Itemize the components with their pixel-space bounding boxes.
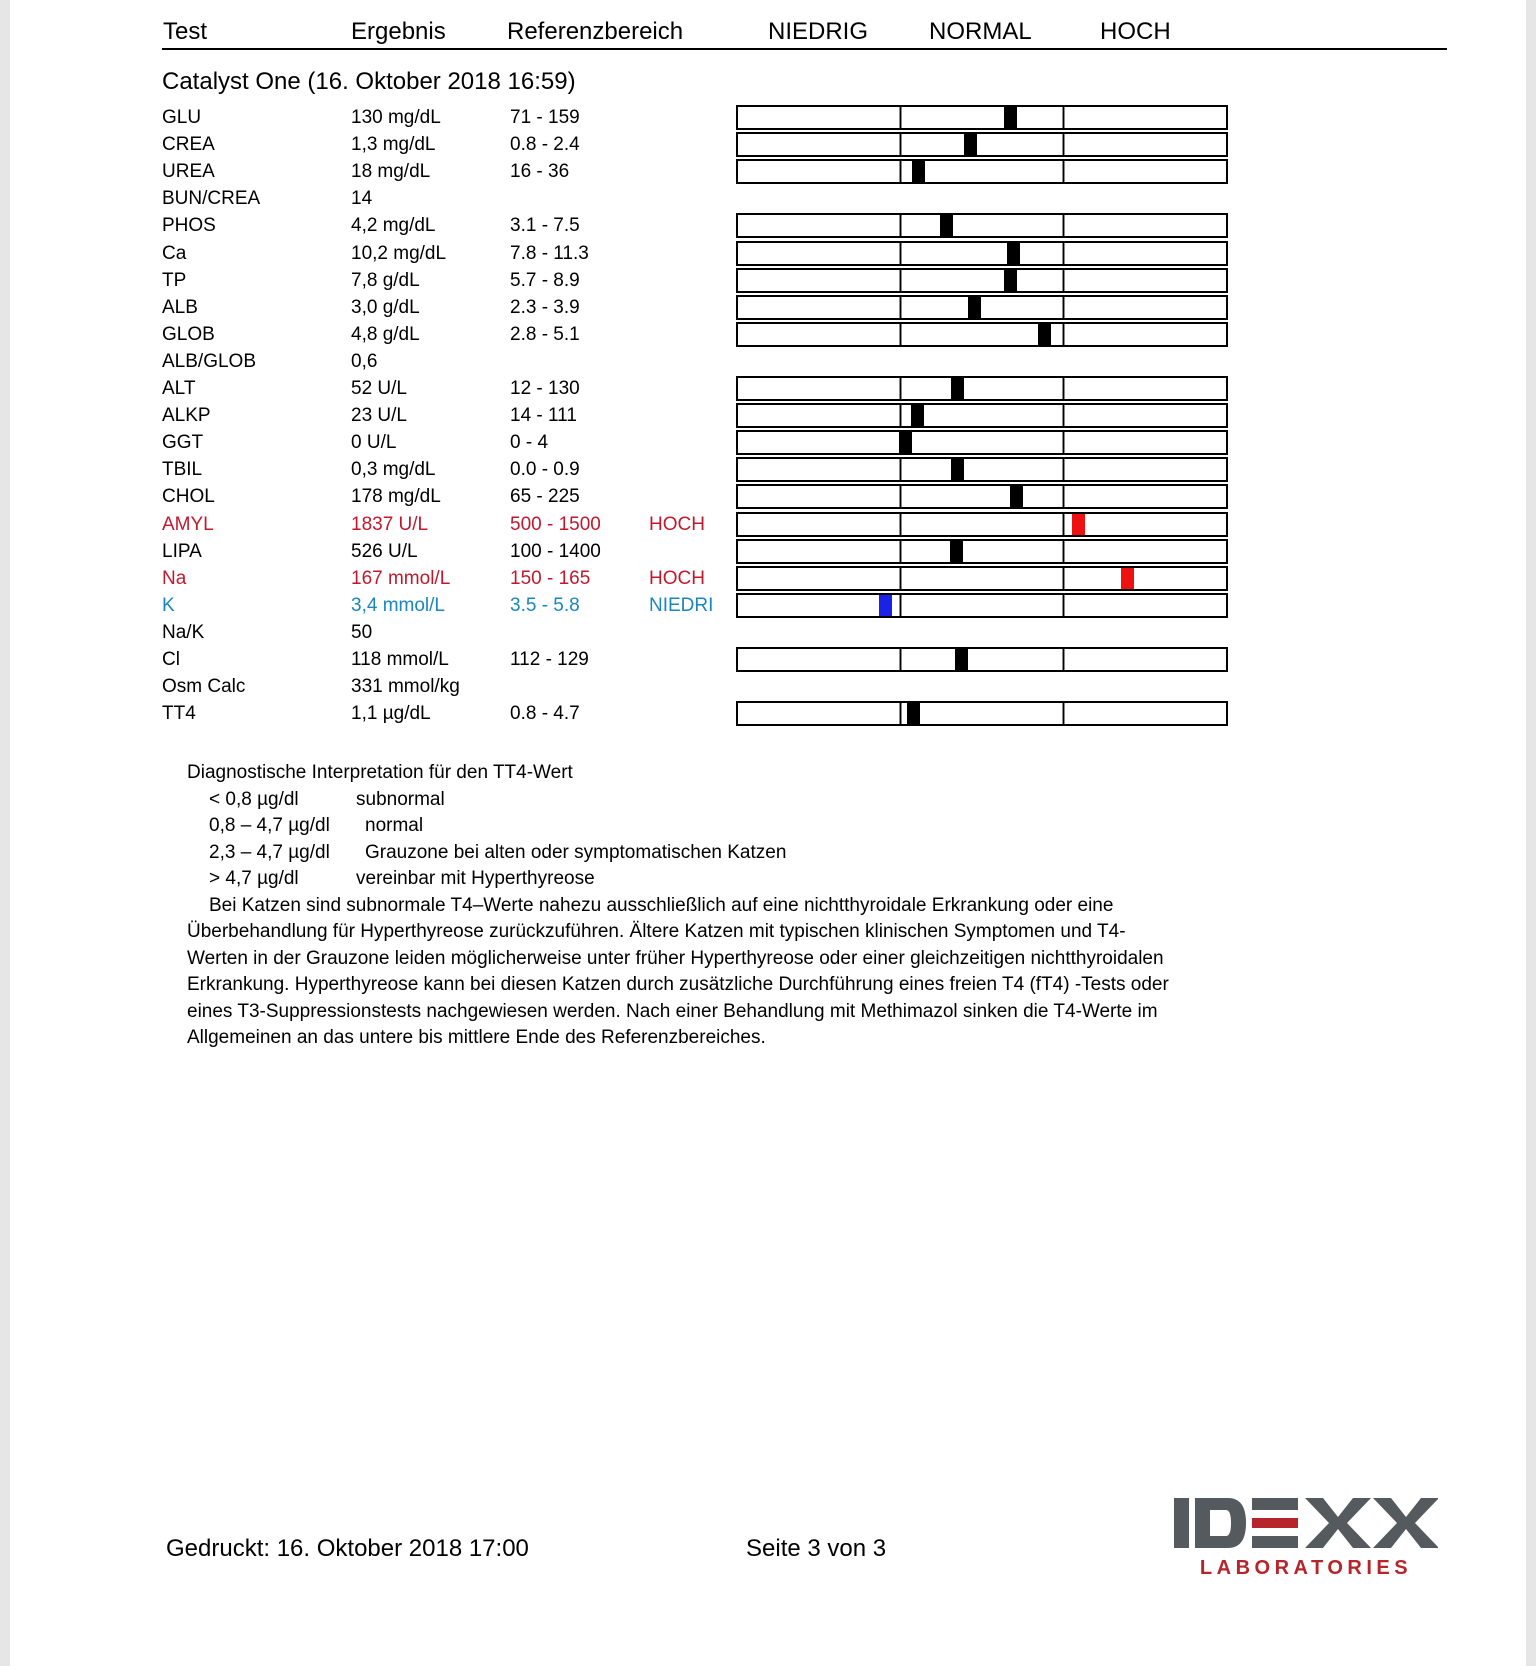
result-value: 18 mg/dL bbox=[351, 161, 431, 183]
test-name: AMYL bbox=[162, 513, 214, 535]
range-bar bbox=[736, 539, 1228, 564]
range-bar bbox=[736, 647, 1228, 672]
reference-range: 65 - 225 bbox=[510, 486, 580, 508]
result-value: 1,3 mg/dL bbox=[351, 134, 436, 156]
value-marker bbox=[951, 459, 964, 480]
bar-divider bbox=[1062, 595, 1065, 616]
reference-range: 0.8 - 4.7 bbox=[510, 703, 580, 725]
reference-range: 12 - 130 bbox=[510, 378, 580, 399]
bar-divider bbox=[1062, 649, 1065, 670]
reference-range: 5.7 - 8.9 bbox=[510, 269, 580, 291]
header-high: HOCH bbox=[1100, 18, 1171, 45]
bar-divider bbox=[899, 270, 902, 291]
range-bar bbox=[736, 132, 1228, 157]
range-bar bbox=[736, 213, 1228, 238]
result-row bbox=[10, 595, 1526, 622]
printed-date: Gedruckt: 16. Oktober 2018 17:00 bbox=[166, 1535, 529, 1562]
logo-red-bar bbox=[1252, 1518, 1298, 1528]
header-low: NIEDRIG bbox=[768, 18, 869, 45]
range-bar bbox=[736, 268, 1228, 293]
bar-divider bbox=[899, 514, 902, 535]
bar-divider bbox=[899, 243, 902, 264]
result-row bbox=[10, 161, 1526, 188]
reference-range: 71 - 159 bbox=[510, 107, 580, 128]
result-row bbox=[10, 649, 1526, 676]
range-bar bbox=[736, 566, 1228, 591]
result-row bbox=[10, 324, 1526, 351]
range-bar bbox=[736, 701, 1228, 726]
range-bar bbox=[736, 403, 1228, 428]
result-row bbox=[10, 622, 1526, 649]
range-description: vereinbar mit Hyperthyreose bbox=[356, 868, 595, 889]
header-divider bbox=[162, 48, 1447, 50]
test-name: Osm Calc bbox=[162, 676, 246, 698]
bar-divider bbox=[1062, 568, 1065, 589]
idexx-wordmark-icon bbox=[1174, 1498, 1438, 1548]
test-name: CREA bbox=[162, 134, 215, 156]
bar-divider bbox=[899, 324, 902, 345]
header-test: Test bbox=[163, 18, 208, 45]
result-value: 178 mg/dL bbox=[351, 486, 441, 508]
result-value: 118 mmol/L bbox=[351, 649, 449, 670]
test-name: TBIL bbox=[162, 459, 203, 481]
bar-divider bbox=[899, 649, 902, 670]
bar-divider bbox=[1062, 514, 1065, 535]
bar-divider bbox=[1062, 405, 1065, 426]
bar-divider bbox=[1062, 107, 1065, 128]
bar-divider bbox=[1062, 486, 1065, 507]
bar-divider bbox=[899, 215, 902, 236]
test-name: BUN/CREA bbox=[162, 188, 261, 210]
range-bar bbox=[736, 241, 1228, 266]
result-value: 50 bbox=[351, 621, 373, 643]
test-name: UREA bbox=[162, 161, 215, 183]
test-name: ALB/GLOB bbox=[162, 350, 256, 372]
value-marker bbox=[879, 595, 892, 616]
range-value: < 0,8 µg/dl bbox=[209, 788, 299, 810]
range-bar bbox=[736, 512, 1228, 537]
test-name: K bbox=[162, 594, 175, 616]
test-name: CHOL bbox=[162, 486, 215, 508]
tt4-interpretation bbox=[187, 760, 1187, 1052]
result-row bbox=[10, 215, 1526, 242]
test-name: Na bbox=[162, 567, 187, 589]
test-name: ALT bbox=[162, 378, 196, 399]
bar-divider bbox=[1062, 703, 1065, 724]
result-row bbox=[10, 297, 1526, 324]
range-description: normal bbox=[365, 815, 424, 836]
range-bar bbox=[736, 484, 1228, 509]
range-bar bbox=[736, 105, 1228, 130]
bar-divider bbox=[1062, 378, 1065, 399]
reference-range: 112 - 129 bbox=[510, 649, 589, 670]
bar-divider bbox=[1062, 432, 1065, 453]
result-row bbox=[10, 486, 1526, 513]
test-name: GLOB bbox=[162, 323, 215, 345]
reference-range: 0 - 4 bbox=[510, 432, 549, 454]
report-page bbox=[10, 0, 1526, 1666]
header-reference: Referenzbereich bbox=[507, 18, 684, 45]
reference-range: 500 - 1500 bbox=[510, 513, 601, 535]
bar-divider bbox=[1062, 297, 1065, 318]
result-row bbox=[10, 243, 1526, 270]
result-row bbox=[10, 378, 1526, 405]
test-name: GLU bbox=[162, 107, 202, 128]
interpretation-range-row bbox=[187, 787, 1187, 814]
reference-range: 16 - 36 bbox=[510, 161, 570, 183]
reference-range: 2.3 - 3.9 bbox=[510, 296, 580, 318]
value-marker bbox=[951, 378, 964, 399]
test-name: LIPA bbox=[162, 540, 202, 562]
range-value: 0,8 – 4,7 µg/dl bbox=[209, 815, 330, 836]
result-value: 10,2 mg/dL bbox=[351, 242, 447, 264]
bar-divider bbox=[899, 486, 902, 507]
value-marker bbox=[950, 541, 963, 562]
test-name: TP bbox=[162, 269, 187, 291]
reference-range: 2.8 - 5.1 bbox=[510, 323, 580, 345]
bar-divider bbox=[1062, 243, 1065, 264]
reference-range: 100 - 1400 bbox=[510, 540, 601, 562]
result-row bbox=[10, 134, 1526, 161]
bar-divider bbox=[899, 703, 902, 724]
result-row bbox=[10, 703, 1526, 730]
interpretation-range-row bbox=[187, 840, 1187, 867]
test-name: Cl bbox=[162, 649, 180, 670]
result-value: 1,1 µg/dL bbox=[351, 703, 431, 725]
result-value: 14 bbox=[351, 188, 373, 210]
result-row bbox=[10, 351, 1526, 378]
range-bar bbox=[736, 457, 1228, 482]
value-marker bbox=[1007, 243, 1020, 264]
bar-divider bbox=[899, 134, 902, 155]
result-row bbox=[10, 188, 1526, 215]
bar-divider bbox=[899, 541, 902, 562]
header-normal: NORMAL bbox=[929, 18, 1032, 45]
result-value: 4,2 mg/dL bbox=[351, 215, 436, 237]
bar-divider bbox=[899, 459, 902, 480]
reference-range: 7.8 - 11.3 bbox=[510, 242, 589, 264]
test-name: Na/K bbox=[162, 621, 205, 643]
range-bar bbox=[736, 322, 1228, 347]
value-marker bbox=[1004, 107, 1017, 128]
result-value: 0,6 bbox=[351, 350, 378, 372]
result-row bbox=[10, 270, 1526, 297]
bar-divider bbox=[1062, 270, 1065, 291]
result-value: 167 mmol/L bbox=[351, 567, 451, 589]
range-value: > 4,7 µg/dl bbox=[209, 868, 299, 889]
result-value: 23 U/L bbox=[351, 405, 407, 427]
bar-divider bbox=[1062, 134, 1065, 155]
bar-divider bbox=[899, 378, 902, 399]
result-value: 526 U/L bbox=[351, 540, 418, 562]
reference-range: 3.5 - 5.8 bbox=[510, 594, 580, 616]
value-marker bbox=[1121, 568, 1134, 589]
test-name: Ca bbox=[162, 242, 187, 264]
bar-divider bbox=[899, 297, 902, 318]
bar-divider bbox=[899, 568, 902, 589]
interpretation-range-row bbox=[187, 866, 1187, 893]
value-marker bbox=[899, 432, 912, 453]
result-value: 1837 U/L bbox=[351, 513, 429, 535]
result-value: 331 mmol/kg bbox=[351, 676, 460, 698]
logo-subtitle: LABORATORIES bbox=[1199, 1557, 1413, 1578]
value-marker bbox=[940, 215, 953, 236]
result-value: 7,8 g/dL bbox=[351, 269, 420, 291]
range-bar bbox=[736, 159, 1228, 184]
value-marker bbox=[912, 161, 925, 182]
reference-range: 150 - 165 bbox=[510, 567, 591, 589]
value-marker bbox=[955, 649, 968, 670]
result-row bbox=[10, 459, 1526, 486]
test-name: TT4 bbox=[162, 703, 196, 725]
header-result: Ergebnis bbox=[351, 18, 446, 45]
value-marker bbox=[1004, 270, 1017, 291]
range-value: 2,3 – 4,7 µg/dl bbox=[209, 841, 330, 863]
range-bar bbox=[736, 376, 1228, 401]
range-bar bbox=[736, 430, 1228, 455]
result-value: 3,0 g/dL bbox=[351, 296, 420, 318]
reference-range: 14 - 111 bbox=[510, 405, 577, 427]
bar-divider bbox=[899, 405, 902, 426]
result-row bbox=[10, 405, 1526, 432]
result-value: 0 U/L bbox=[351, 432, 397, 454]
test-name: ALKP bbox=[162, 405, 211, 427]
result-value: 52 U/L bbox=[351, 378, 407, 399]
bar-divider bbox=[899, 161, 902, 182]
idexx-logo bbox=[1174, 1494, 1438, 1578]
result-value: 4,8 g/dL bbox=[351, 323, 420, 345]
result-row bbox=[10, 514, 1526, 541]
range-description: Grauzone bei alten oder symptomatischen Katzen bbox=[365, 841, 787, 863]
bar-divider bbox=[1062, 215, 1065, 236]
reference-range: 3.1 - 7.5 bbox=[510, 215, 580, 237]
bar-divider bbox=[899, 107, 902, 128]
range-description: subnormal bbox=[356, 788, 445, 810]
reference-range: 0.8 - 2.4 bbox=[510, 134, 580, 156]
value-marker bbox=[911, 405, 924, 426]
result-value: 0,3 mg/dL bbox=[351, 459, 436, 481]
value-marker bbox=[1010, 486, 1023, 507]
value-marker bbox=[1072, 514, 1085, 535]
interpretation-text: Bei Katzen sind subnormale T4–Werte nahezu ausschließlich auf eine nichtthyroidale Erkrankung oder eine Überbehandlung für Hyperthyreose zurückzuführen. Ältere Katzen mit typischen klinischen Symptomen und T4-Werten in der Grauzone leiden möglicherweise unter früher Hyperthyreose oder einer gleichzeitigen nichtthyroidalen Erkrankung. Hyperthyreose kann bei diesen Katzen durch zusätzliche Durchführung eines freien T4 (fT4) -Tests oder eines T3-Suppressionstests nachgewiesen werden. Nach einer Behandlung mit Methimazol sinken die T4-Werte im Allgemeinen an das untere bis mittlere Ende des Referenzbereiches. bbox=[187, 894, 1169, 1048]
bar-divider bbox=[1062, 324, 1065, 345]
page-number: Seite 3 von 3 bbox=[746, 1535, 887, 1562]
value-marker bbox=[907, 703, 920, 724]
bar-divider bbox=[1062, 541, 1065, 562]
result-value: 130 mg/dL bbox=[351, 107, 441, 128]
value-marker bbox=[1038, 324, 1051, 345]
result-row bbox=[10, 541, 1526, 568]
range-bar bbox=[736, 295, 1228, 320]
status-flag: NIEDRI bbox=[649, 594, 714, 616]
section-title: Catalyst One (16. Oktober 2018 16:59) bbox=[162, 68, 576, 95]
bar-divider bbox=[1062, 161, 1065, 182]
bar-divider bbox=[1062, 459, 1065, 480]
interpretation-range-row bbox=[187, 813, 1187, 840]
result-row bbox=[10, 568, 1526, 595]
status-flag: HOCH bbox=[649, 513, 705, 535]
interpretation-title: Diagnostische Interpretation für den TT4-Wert bbox=[187, 762, 573, 783]
reference-range: 0.0 - 0.9 bbox=[510, 459, 580, 481]
result-value: 3,4 mmol/L bbox=[351, 594, 445, 616]
range-bar bbox=[736, 593, 1228, 618]
result-row bbox=[10, 107, 1526, 134]
value-marker bbox=[964, 134, 977, 155]
status-flag: HOCH bbox=[649, 567, 705, 589]
test-name: GGT bbox=[162, 432, 204, 454]
value-marker bbox=[968, 297, 981, 318]
bar-divider bbox=[899, 595, 902, 616]
test-name: PHOS bbox=[162, 215, 216, 237]
result-row bbox=[10, 432, 1526, 459]
result-row bbox=[10, 676, 1526, 703]
test-name: ALB bbox=[162, 296, 198, 318]
